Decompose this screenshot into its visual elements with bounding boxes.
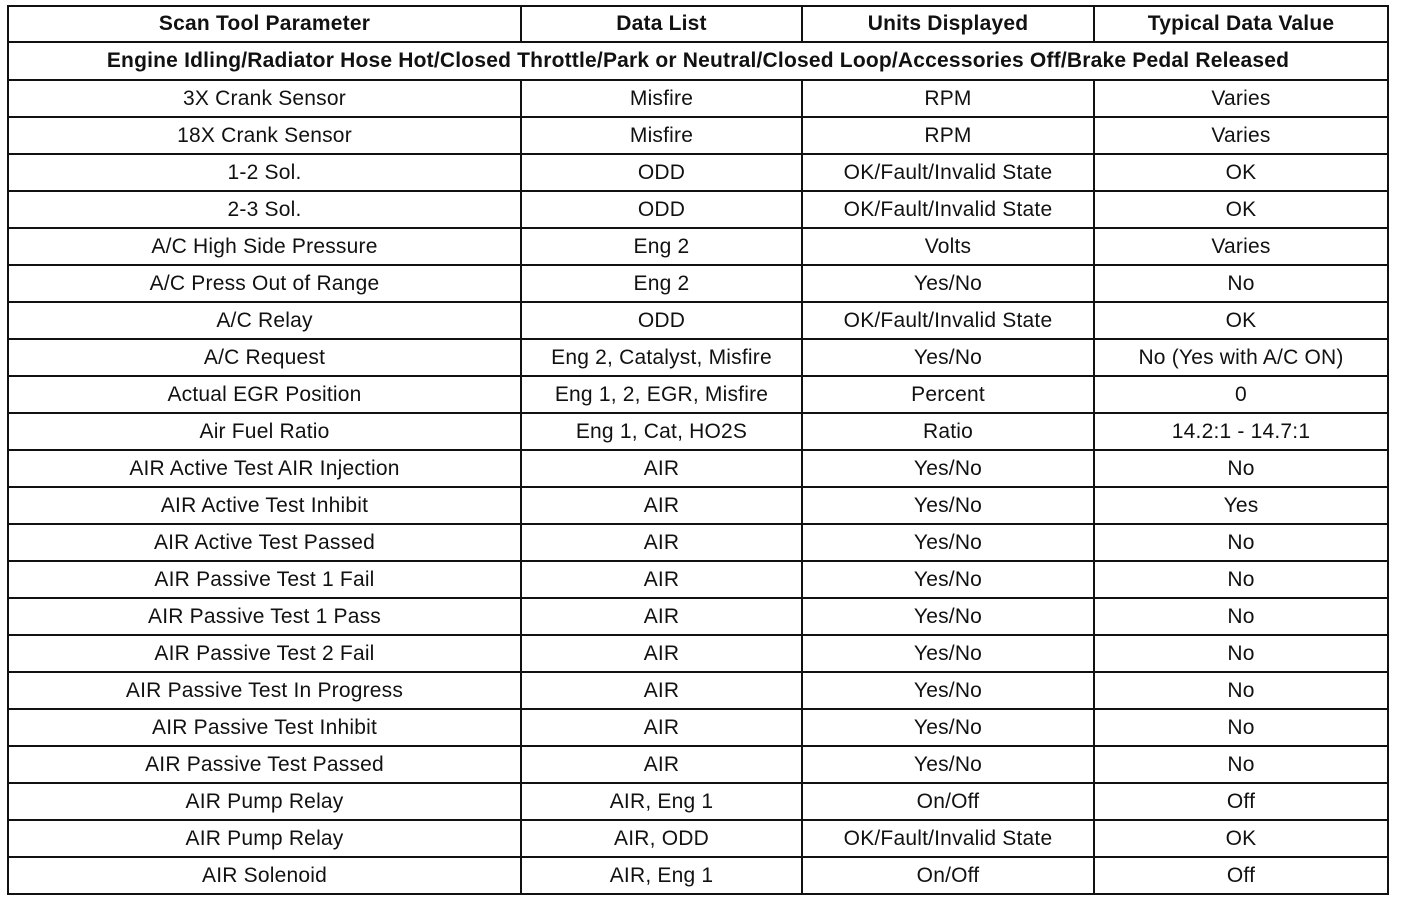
units-cell: OK/Fault/Invalid State — [802, 820, 1094, 857]
parameter-cell: AIR Passive Test Inhibit — [8, 709, 521, 746]
data-list-cell: AIR — [521, 598, 802, 635]
data-list-cell: Eng 2 — [521, 265, 802, 302]
parameter-cell: AIR Passive Test 1 Pass — [8, 598, 521, 635]
typical-value-cell: OK — [1094, 154, 1388, 191]
table-row — [8, 746, 1388, 783]
test-condition-text: Engine Idling/Radiator Hose Hot/Closed Throttle/Park or Neutral/Closed Loop/Accessories Off/Brake Pedal Released — [8, 42, 1388, 80]
scan-tool-data-table — [7, 5, 1389, 895]
units-cell: Yes/No — [802, 265, 1094, 302]
units-cell: OK/Fault/Invalid State — [802, 302, 1094, 339]
data-list-cell: AIR — [521, 672, 802, 709]
test-condition-row — [8, 42, 1388, 80]
units-cell: Yes/No — [802, 450, 1094, 487]
units-cell: RPM — [802, 117, 1094, 154]
parameter-cell: AIR Passive Test In Progress — [8, 672, 521, 709]
units-cell: Yes/No — [802, 709, 1094, 746]
typical-value-cell: 0 — [1094, 376, 1388, 413]
data-list-cell: AIR — [521, 487, 802, 524]
data-list-cell: AIR, Eng 1 — [521, 783, 802, 820]
typical-value-cell: No — [1094, 672, 1388, 709]
parameter-cell: AIR Active Test Passed — [8, 524, 521, 561]
data-list-cell: AIR — [521, 561, 802, 598]
typical-value-cell: OK — [1094, 302, 1388, 339]
parameter-cell: A/C Press Out of Range — [8, 265, 521, 302]
data-list-cell: AIR — [521, 635, 802, 672]
data-list-cell: Eng 1, 2, EGR, Misfire — [521, 376, 802, 413]
parameter-cell: AIR Active Test AIR Injection — [8, 450, 521, 487]
data-list-cell: ODD — [521, 302, 802, 339]
table-row — [8, 672, 1388, 709]
typical-value-cell: Varies — [1094, 228, 1388, 265]
column-header-data-list: Data List — [521, 6, 802, 42]
data-list-cell: AIR — [521, 709, 802, 746]
table-row — [8, 154, 1388, 191]
typical-value-cell: No — [1094, 265, 1388, 302]
table-row — [8, 117, 1388, 154]
units-cell: Yes/No — [802, 339, 1094, 376]
parameter-cell: AIR Passive Test Passed — [8, 746, 521, 783]
units-cell: On/Off — [802, 857, 1094, 894]
parameter-cell: AIR Solenoid — [8, 857, 521, 894]
typical-value-cell: No — [1094, 450, 1388, 487]
table-row — [8, 80, 1388, 117]
table-row — [8, 857, 1388, 894]
scan-tool-data-document — [7, 5, 1389, 895]
table-row — [8, 339, 1388, 376]
data-list-cell: ODD — [521, 191, 802, 228]
units-cell: Yes/No — [802, 487, 1094, 524]
typical-value-cell: Yes — [1094, 487, 1388, 524]
parameter-cell: A/C High Side Pressure — [8, 228, 521, 265]
parameter-cell: 1-2 Sol. — [8, 154, 521, 191]
units-cell: Yes/No — [802, 635, 1094, 672]
data-list-cell: AIR — [521, 746, 802, 783]
table-row — [8, 635, 1388, 672]
parameter-cell: A/C Relay — [8, 302, 521, 339]
parameter-cell: 18X Crank Sensor — [8, 117, 521, 154]
column-header-units-displayed: Units Displayed — [802, 6, 1094, 42]
parameter-cell: 3X Crank Sensor — [8, 80, 521, 117]
units-cell: On/Off — [802, 783, 1094, 820]
units-cell: Yes/No — [802, 746, 1094, 783]
table-row — [8, 820, 1388, 857]
units-cell: Volts — [802, 228, 1094, 265]
table-header-row — [8, 6, 1388, 42]
units-cell: OK/Fault/Invalid State — [802, 191, 1094, 228]
column-header-typical-data-value: Typical Data Value — [1094, 6, 1388, 42]
parameter-cell: AIR Passive Test 1 Fail — [8, 561, 521, 598]
data-list-cell: AIR — [521, 524, 802, 561]
units-cell: OK/Fault/Invalid State — [802, 154, 1094, 191]
column-header-scan-tool-parameter: Scan Tool Parameter — [8, 6, 521, 42]
typical-value-cell: Varies — [1094, 80, 1388, 117]
parameter-cell: 2-3 Sol. — [8, 191, 521, 228]
table-row — [8, 561, 1388, 598]
units-cell: Yes/No — [802, 561, 1094, 598]
parameter-cell: AIR Active Test Inhibit — [8, 487, 521, 524]
table-row — [8, 265, 1388, 302]
data-list-cell: AIR — [521, 450, 802, 487]
typical-value-cell: No (Yes with A/C ON) — [1094, 339, 1388, 376]
parameter-cell: Air Fuel Ratio — [8, 413, 521, 450]
table-row — [8, 709, 1388, 746]
parameter-cell: A/C Request — [8, 339, 521, 376]
units-cell: Yes/No — [802, 524, 1094, 561]
data-list-cell: Misfire — [521, 117, 802, 154]
parameter-cell: AIR Pump Relay — [8, 820, 521, 857]
units-cell: RPM — [802, 80, 1094, 117]
table-row — [8, 191, 1388, 228]
table-row — [8, 598, 1388, 635]
table-row — [8, 524, 1388, 561]
table-row — [8, 302, 1388, 339]
table-row — [8, 376, 1388, 413]
table-row — [8, 228, 1388, 265]
data-list-cell: ODD — [521, 154, 802, 191]
typical-value-cell: 14.2:1 - 14.7:1 — [1094, 413, 1388, 450]
typical-value-cell: No — [1094, 635, 1388, 672]
typical-value-cell: Off — [1094, 783, 1388, 820]
parameter-cell: Actual EGR Position — [8, 376, 521, 413]
data-list-cell: Eng 2 — [521, 228, 802, 265]
units-cell: Ratio — [802, 413, 1094, 450]
parameter-cell: AIR Pump Relay — [8, 783, 521, 820]
table-row — [8, 413, 1388, 450]
units-cell: Yes/No — [802, 672, 1094, 709]
data-list-cell: AIR, ODD — [521, 820, 802, 857]
data-list-cell: Eng 2, Catalyst, Misfire — [521, 339, 802, 376]
data-list-cell: Eng 1, Cat, HO2S — [521, 413, 802, 450]
table-row — [8, 783, 1388, 820]
parameter-cell: AIR Passive Test 2 Fail — [8, 635, 521, 672]
typical-value-cell: No — [1094, 561, 1388, 598]
typical-value-cell: No — [1094, 524, 1388, 561]
data-list-cell: Misfire — [521, 80, 802, 117]
data-list-cell: AIR, Eng 1 — [521, 857, 802, 894]
typical-value-cell: OK — [1094, 191, 1388, 228]
typical-value-cell: OK — [1094, 820, 1388, 857]
typical-value-cell: No — [1094, 709, 1388, 746]
table-row — [8, 450, 1388, 487]
units-cell: Percent — [802, 376, 1094, 413]
typical-value-cell: No — [1094, 746, 1388, 783]
typical-value-cell: Off — [1094, 857, 1388, 894]
table-row — [8, 487, 1388, 524]
typical-value-cell: No — [1094, 598, 1388, 635]
typical-value-cell: Varies — [1094, 117, 1388, 154]
units-cell: Yes/No — [802, 598, 1094, 635]
